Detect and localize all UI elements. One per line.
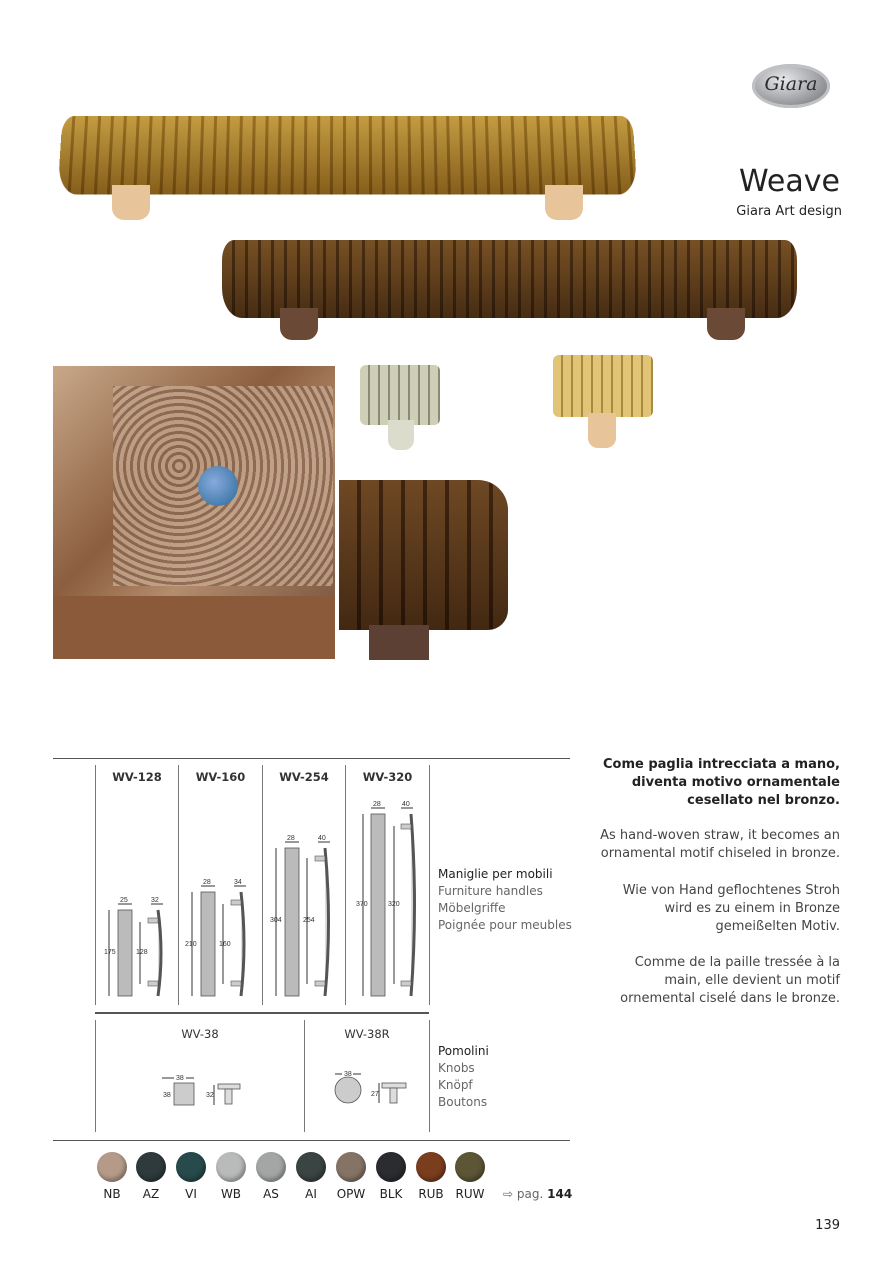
category-fr: Boutons <box>438 1095 488 1109</box>
product-code: WV-254 <box>279 770 329 784</box>
product-subtitle: Giara Art design <box>736 204 842 219</box>
knobs-category <box>438 1043 489 1111</box>
svg-text:38: 38 <box>344 1071 352 1078</box>
svg-text:40: 40 <box>318 835 326 842</box>
silver-square-knob-image <box>360 365 440 450</box>
page-ref-label: pag. <box>516 1187 544 1201</box>
finish-swatch-nb <box>97 1152 127 1182</box>
category-en: Knobs <box>438 1061 475 1075</box>
svg-text:25: 25 <box>120 897 128 904</box>
svg-text:38: 38 <box>176 1075 184 1082</box>
dimension-drawing <box>179 770 262 1002</box>
divider <box>429 1020 430 1132</box>
finish-label: BLK <box>379 1187 403 1201</box>
description-it: Come paglia intrecciata a mano, diventa motivo ornamentale cesellato nel bronzo. <box>602 757 840 808</box>
page-ref-number: 144 <box>547 1187 573 1201</box>
svg-text:175: 175 <box>104 949 116 956</box>
finish-swatch-opw <box>336 1152 366 1182</box>
arrow-right-icon: ⇨ <box>503 1187 514 1201</box>
dimension-drawing <box>305 1027 429 1127</box>
dimension-drawing <box>263 770 345 1002</box>
svg-text:28: 28 <box>373 801 381 808</box>
description-fr: Comme de la paille tressée à la main, elle devient un motif ornemental ciselé dans le bronze. <box>620 955 840 1006</box>
description-de: Wie von Hand geflochtenes Stroh wird es zu einem in Bronze gemeißelten Motiv. <box>622 883 840 934</box>
divider <box>429 765 430 1005</box>
finish-label: WB <box>220 1187 242 1201</box>
category-en: Furniture handles <box>438 884 543 898</box>
category-de: Knöpf <box>438 1078 473 1092</box>
svg-text:28: 28 <box>287 835 295 842</box>
page-reference[interactable] <box>503 1187 572 1201</box>
finish-label: AZ <box>142 1187 160 1201</box>
handles-category <box>438 866 572 934</box>
finish-label: RUW <box>455 1187 485 1201</box>
finish-swatch-vi <box>176 1152 206 1182</box>
table-top-rule <box>53 758 570 759</box>
finish-swatch-wb <box>216 1152 246 1182</box>
finish-label: VI <box>185 1187 197 1201</box>
finish-swatch-ruw <box>455 1152 485 1182</box>
svg-text:304: 304 <box>270 917 282 924</box>
dimension-drawing <box>96 1027 304 1127</box>
product-code: WV-320 <box>362 770 413 784</box>
product-code: WV-128 <box>112 770 162 784</box>
finish-label: AS <box>263 1187 279 1201</box>
dimension-drawing <box>346 770 429 1002</box>
handle-column-wv-128 <box>96 770 178 1002</box>
finish-label: RUB <box>418 1187 444 1201</box>
finish-label: NB <box>103 1187 121 1201</box>
finish-label: AI <box>305 1187 317 1201</box>
section-rule <box>95 1012 429 1014</box>
bronze-handle-image <box>222 240 797 340</box>
handle-column-wv-320 <box>346 770 429 1002</box>
finish-swatch-as <box>256 1152 286 1182</box>
table-bottom-rule <box>53 1140 570 1141</box>
knob-column-wv-38r <box>305 1027 429 1127</box>
svg-text:370: 370 <box>356 901 368 908</box>
category-fr: Poignée pour meubles <box>438 918 572 932</box>
description-en: As hand-woven straw, it becomes an ornamental motif chiseled in bronze. <box>600 828 840 861</box>
svg-text:254: 254 <box>303 917 315 924</box>
giara-logo: Giara <box>752 64 830 108</box>
product-code: WV-38 <box>181 1027 219 1041</box>
gold-square-knob-image <box>553 355 653 448</box>
svg-text:128: 128 <box>136 949 148 956</box>
finish-swatch-rub <box>416 1152 446 1182</box>
category-de: Möbelgriffe <box>438 901 506 915</box>
category-it: Maniglie per mobili <box>438 867 553 881</box>
product-code: WV-38R <box>344 1027 390 1041</box>
knob-column-wv-38 <box>96 1027 304 1127</box>
svg-text:160: 160 <box>219 941 231 948</box>
svg-text:27: 27 <box>371 1091 379 1098</box>
svg-text:38: 38 <box>163 1092 171 1099</box>
knob-closeup-image <box>339 480 508 660</box>
handle-column-wv-160 <box>179 770 262 1002</box>
svg-text:40: 40 <box>402 801 410 808</box>
svg-text:28: 28 <box>203 879 211 886</box>
product-code: WV-160 <box>195 770 246 784</box>
finish-swatch-az <box>136 1152 166 1182</box>
product-title: Weave <box>739 164 840 199</box>
svg-text:32: 32 <box>206 1092 214 1099</box>
interior-room-photo <box>53 366 335 659</box>
finish-swatch-blk <box>376 1152 406 1182</box>
gold-handle-image <box>60 115 635 220</box>
finish-swatch-ai <box>296 1152 326 1182</box>
page-number: 139 <box>815 1218 840 1233</box>
svg-text:32: 32 <box>151 897 159 904</box>
handle-column-wv-254 <box>263 770 345 1002</box>
svg-text:210: 210 <box>185 941 197 948</box>
category-it: Pomolini <box>438 1044 489 1058</box>
dimension-drawing <box>96 770 178 1002</box>
svg-text:34: 34 <box>234 879 242 886</box>
svg-text:320: 320 <box>388 901 400 908</box>
finish-label: OPW <box>336 1187 366 1201</box>
